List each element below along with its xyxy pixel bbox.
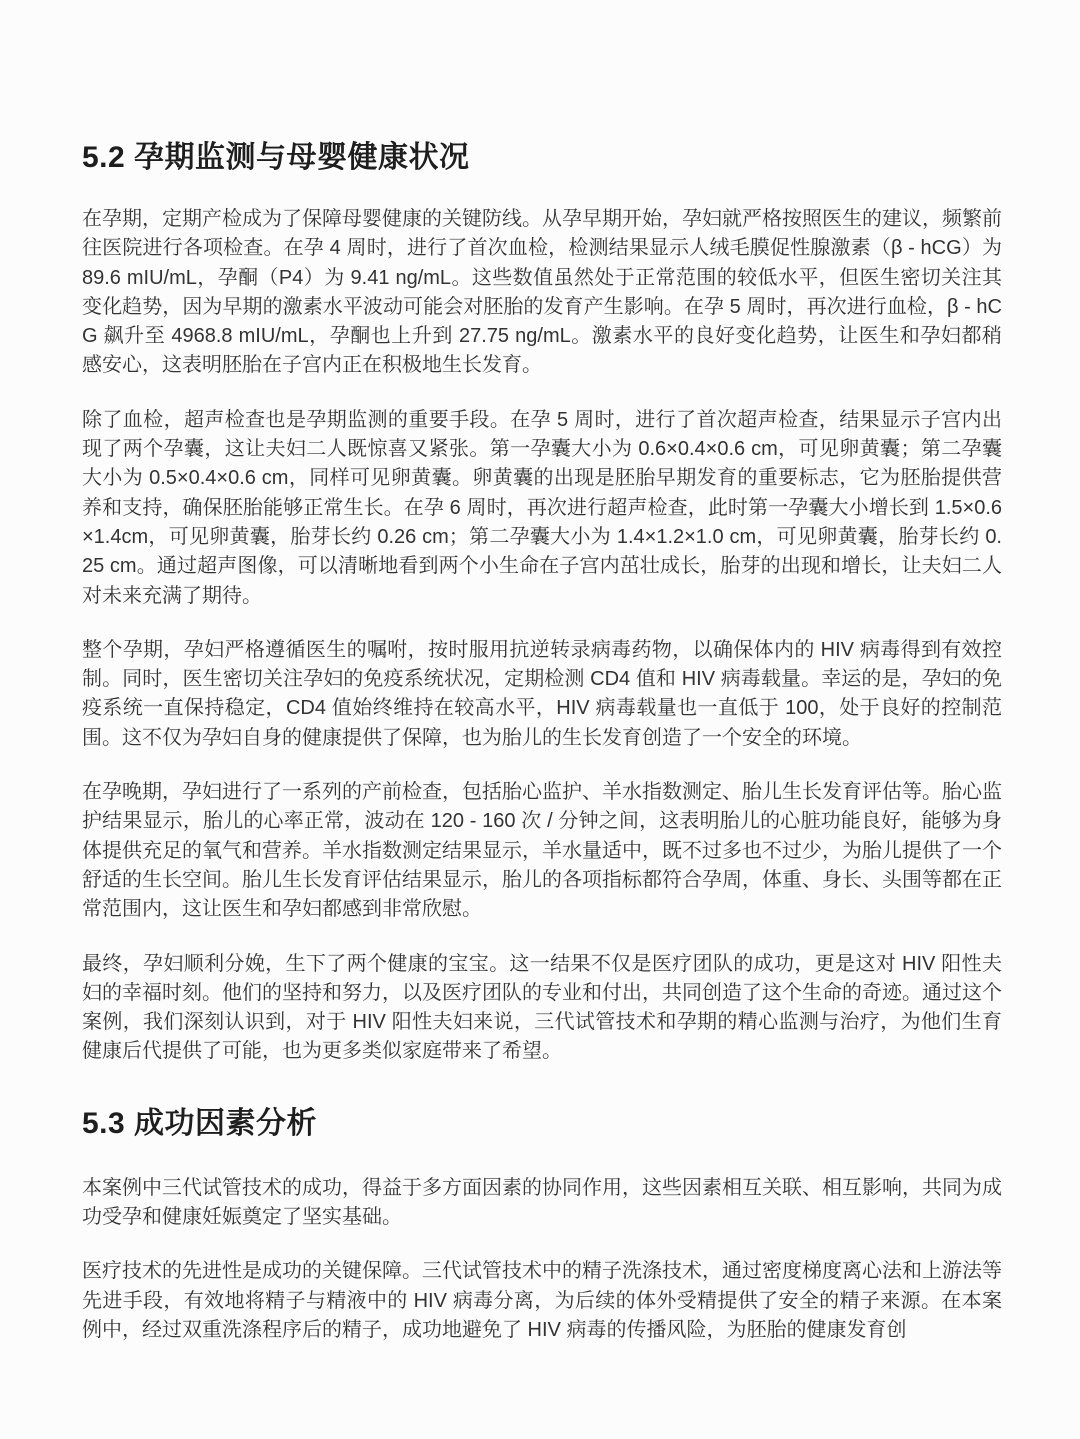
section-heading-5-2: 5.2 孕期监测与母婴健康状况 [82,141,470,174]
paragraph-delivery-outcome: 最终，孕妇顺利分娩，生下了两个健康的宝宝。这一结果不仅是医疗团队的成功，更是这对 HIV 阳性夫妇的幸福时刻。他们的坚持和努力，以及医疗团队的专业和付出，共同创造了这个生命的奇迹。通过这个案例，我们深刻认识到，对于 HIV 阳性夫妇来说，三代试管技术和孕期的精心监测与治疗，为他们生育健康后代提供了可能，也为更多类似家庭带来了希望。 [82,952,1002,1063]
section-heading-5-3: 5.3 成功因素分析 [82,1106,318,1140]
section-pregnancy-monitoring [82,141,1002,1067]
paragraph-ultrasound: 除了血检，超声检查也是孕期监测的重要手段。在孕 5 周时，进行了首次超声检查，结果显示子宫内出现了两个孕囊，这让夫妇二人既惊喜又紧张。第一孕囊大小为 0.6×0.4×0.6 cm，可见卵黄囊；第二孕囊大小为 0.5×0.4×0.6 cm，同样可见卵黄囊。卵黄囊的出现是胚胎早期发育的重要标志，它为胚胎提供营养和支持，确保胚胎能够正常生长。在孕 6 周时，再次进行超声检查，此时第一孕囊大小增长到 1.5×0.6×1.4cm，可见卵黄囊，胎芽长约 0.26 cm；第二孕囊大小为 1.4×1.2×1.0 cm，可见卵黄囊，胎芽长约 0.25 cm。通过超声图像，可以清晰地看到两个小生命在子宫内茁壮成长，胎芽的出现和增长，让夫妇二人对未来充满了期待。 [82,408,1002,607]
paragraph-medical-technology: 医疗技术的先进性是成功的关键保障。三代试管技术中的精子洗涤技术，通过密度梯度离心法和上游法等先进手段，有效地将精子与精液中的 HIV 病毒分离，为后续的体外受精提供了安全的精子来源。在本案例中，经过双重洗涤程序后的精子，成功地避免了 HIV 病毒的传播风险，为胚胎的健康发育创 [82,1260,1002,1341]
paragraph-blood-tests: 在孕期，定期产检成为了保障母婴健康的关键防线。从孕早期开始，孕妇就严格按照医生的建议，频繁前往医院进行各项检查。在孕 4 周时，进行了首次血检，检测结果显示人绒毛膜促性腺激素（β - hCG）为 89.6 mIU/mL，孕酮（P4）为 9.41 ng/mL。这些数值虽然处于正常范围的较低水平，但医生密切关注其变化趋势，因为早期的激素水平波动可能会对胚胎的发育产生影响。在孕 5 周时，再次进行血检，β - hCG 飙升至 4968.8 mIU/mL，孕酮也上升到 27.75 ng/mL。激素水平的良好变化趋势，让医生和孕妇都稍感安心，这表明胚胎在子宫内正在积极地生长发育。 [82,208,1002,377]
paragraph-late-pregnancy-checks: 在孕晚期，孕妇进行了一系列的产前检查，包括胎心监护、羊水指数测定、胎儿生长发育评估等。胎心监护结果显示，胎儿的心率正常，波动在 120 - 160 次 / 分钟之间，这表明胎儿的心脏功能良好，能够为身体提供充足的氧气和营养。羊水指数测定结果显示，羊水量适中，既不过多也不过少，为胎儿提供了一个舒适的生长空间。胎儿生长发育评估结果显示，胎儿的各项指标都符合孕周，体重、身长、头围等都在正常范围内，这让医生和孕妇都感到非常欣慰。 [82,781,1002,921]
paragraph-factors-intro: 本案例中三代试管技术的成功，得益于多方面因素的协同作用，这些因素相互关联、相互影响，共同为成功受孕和健康妊娠奠定了坚实基础。 [82,1176,1002,1229]
paragraph-hiv-control: 整个孕期，孕妇严格遵循医生的嘱咐，按时服用抗逆转录病毒药物，以确保体内的 HIV 病毒得到有效控制。同时，医生密切关注孕妇的免疫系统状况，定期检测 CD4 值和 HIV 病毒载量。幸运的是，孕妇的免疫系统一直保持稳定，CD4 值始终维持在较高水平，HIV 病毒载量也一直低于 100，处于良好的控制范围。这不仅为孕妇自身的健康提供了保障，也为胎儿的生长发育创造了一个安全的环境。 [82,638,1002,749]
section-success-factors [82,1107,1002,1345]
